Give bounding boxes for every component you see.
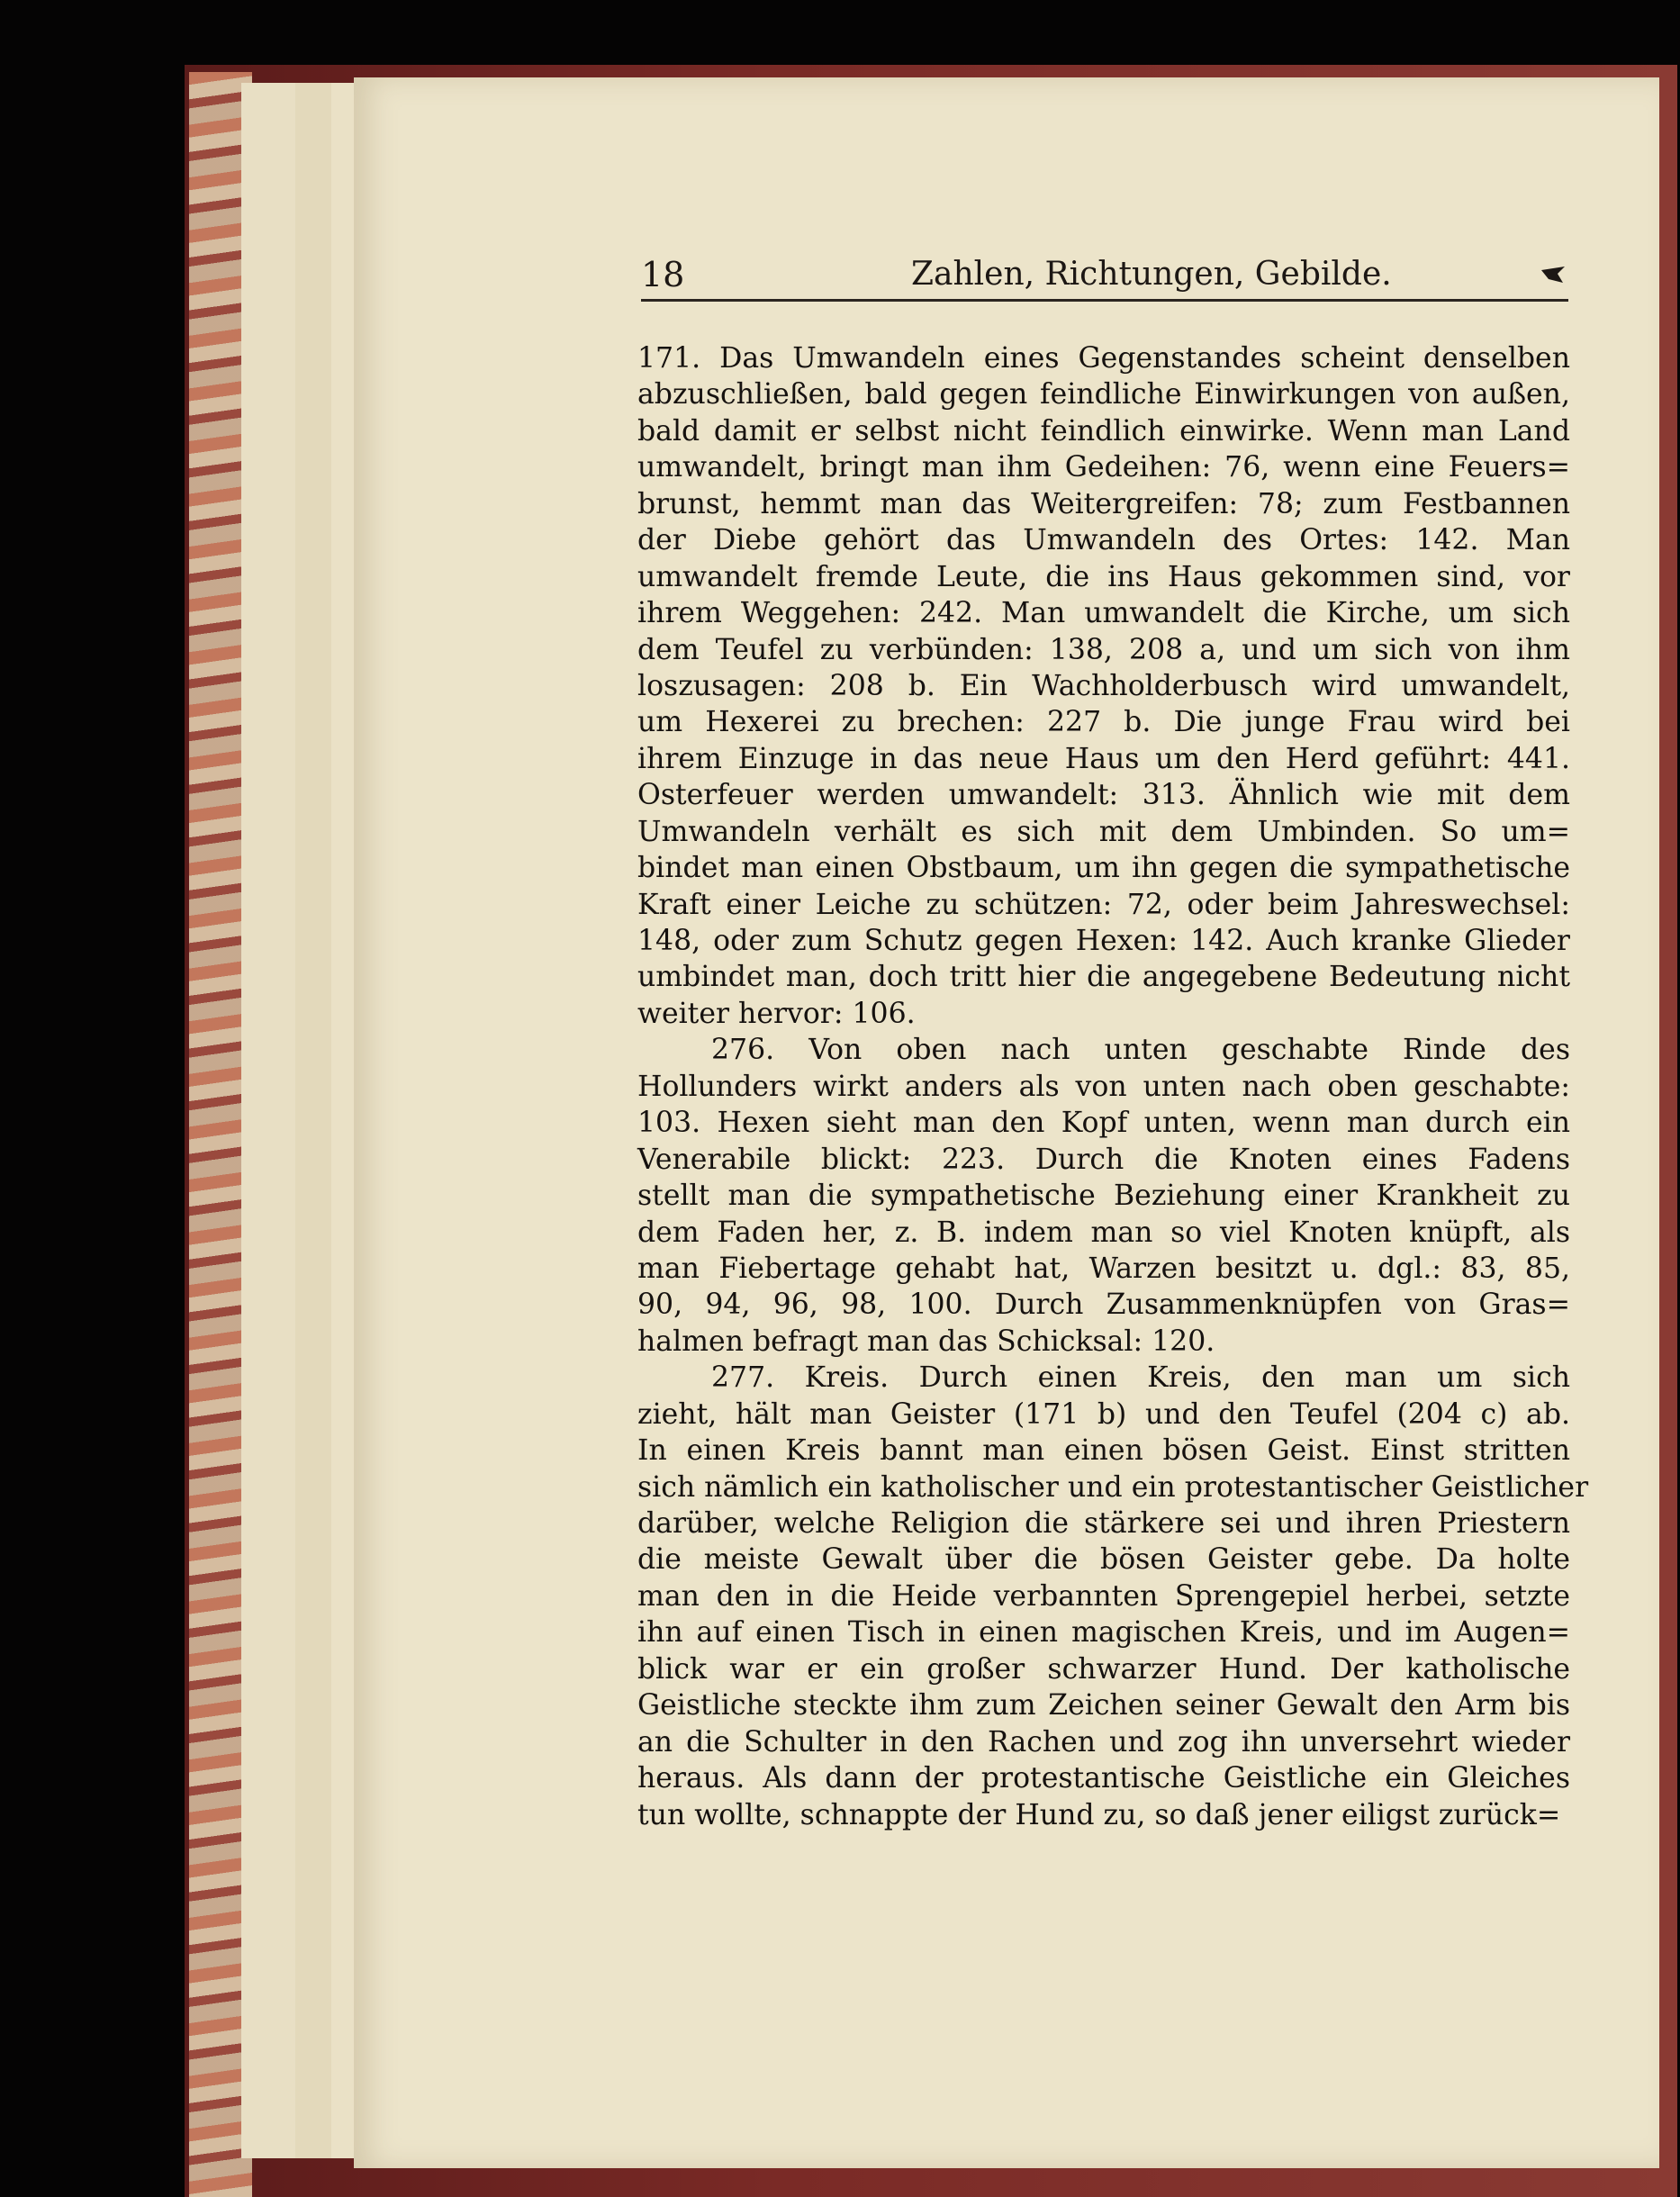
text-line: In einen Kreis bannt man einen bösen Geist. Einst stritten [637,1434,1570,1468]
text-line: umwandelt, bringt man ihm Gedeihen: 76, wenn eine Feuers= [637,451,1570,484]
page-edge [331,83,356,2158]
printer-ornament-icon [1538,259,1568,290]
page-edge [241,83,297,2158]
text-line: ihn auf einen Tisch in einen magischen Kreis, und im Augen= [637,1616,1570,1650]
text-line: man den in die Heide verbannten Sprengepiel herbei, setzte [637,1579,1570,1613]
text-line: dem Faden her, z. B. indem man so viel Knoten knüpft, als [637,1216,1570,1249]
text-line: weiter hervor: 106. [637,997,916,1030]
text-line: dem Teufel zu verbünden: 138, 208 a, und um sich von ihm [637,633,1570,666]
text-line: tun wollte, schnappte der Hund zu, so daß jener eiligst zurück= [637,1798,1561,1831]
text-line: man Fiebertage gehabt hat, Warzen besitzt u. dgl.: 83, 85, [637,1252,1570,1285]
text-line: die meiste Gewalt über die bösen Geister gebe. Da holte [637,1543,1570,1577]
text-line: blick war er ein großer schwarzer Hund. Der katholische [637,1652,1570,1686]
text-line: stellt man die sympathetische Beziehung einer Krankheit zu [637,1180,1570,1213]
text-line: zieht, hält man Geister (171 b) und den Teufel (204 c) ab. [637,1397,1570,1431]
text-line: darüber, welche Religion die stärkere sei und ihren Priestern [637,1507,1570,1540]
text-line: Umwandeln verhält es sich mit dem Umbinden. So um= [637,815,1570,848]
text-line: ihrem Einzuge in das neue Haus um den Herd geführt: 441. [637,742,1570,775]
body-text [637,340,1589,1833]
text-line: 171. Das Umwandeln eines Gegenstandes scheint denselben [637,342,1570,375]
text-line: 148, oder zum Schutz gegen Hexen: 142. Auch kranke Glieder [637,925,1570,957]
text-line: heraus. Als dann der protestantische Geistliche ein Gleiches [637,1762,1570,1795]
text-line: bindet man einen Obstbaum, um ihn gegen die sympathetische [637,852,1570,885]
text-line: Geistliche steckte ihm zum Zeichen seiner Gewalt den Arm bis [637,1689,1570,1722]
text-line: um Hexerei zu brechen: 227 b. Die junge Frau wird bei [637,706,1570,739]
text-line: Hollunders wirkt anders als von unten nach oben geschabte: [637,1070,1570,1103]
text-line: bald damit er selbst nicht feindlich einwirke. Wenn man Land [637,414,1570,448]
text-line: sich nämlich ein katholischer und ein protestantischer Geistlicher [637,1470,1589,1504]
text-line: 90, 94, 96, 98, 100. Durch Zusammenknüpfen von Gras= [637,1288,1570,1322]
text-line: an die Schulter in den Rachen und zog ihn unversehrt wieder [637,1725,1570,1759]
text-line: Kraft einer Leiche zu schützen: 72, oder beim Jahreswechsel: [637,888,1570,921]
page-edge [295,83,333,2158]
text-line: abzuschließen, bald gegen feindliche Einwirkungen von außen, [637,378,1570,411]
text-line: halmen befragt man das Schicksal: 120. [637,1325,1215,1358]
text-line: Venerabile blickt: 223. Durch die Knoten eines Fadens [637,1143,1570,1176]
text-line: Osterfeuer werden umwandelt: 313. Ähnlich wie mit dem [637,779,1570,812]
text-line: 103. Hexen sieht man den Kopf unten, wenn man durch ein [637,1107,1570,1140]
text-line: ihrem Weggehen: 242. Man umwandelt die Kirche, um sich [637,597,1570,630]
text-line: umbindet man, doch tritt hier die angegebene Bedeutung nicht [637,961,1570,994]
text-line: 277. Kreis. Durch einen Kreis, den man um sich [711,1361,1570,1395]
text-line: 276. Von oben nach unten geschabte Rinde des [711,1034,1570,1067]
running-head: Zahlen, Richtungen, Gebilde. [911,256,1392,293]
text-line: brunst, hemmt man das Weitergreifen: 78; zum Festbannen [637,487,1570,520]
text-line: umwandelt fremde Leute, die ins Haus gekommen sind, vor [637,560,1570,593]
page-number: 18 [641,255,685,294]
text-line: der Diebe gehört das Umwandeln des Ortes: 142. Man [637,524,1570,557]
page-header [641,254,1568,302]
text-line: loszusagen: 208 b. Ein Wachholderbusch wird umwandelt, [637,669,1570,702]
